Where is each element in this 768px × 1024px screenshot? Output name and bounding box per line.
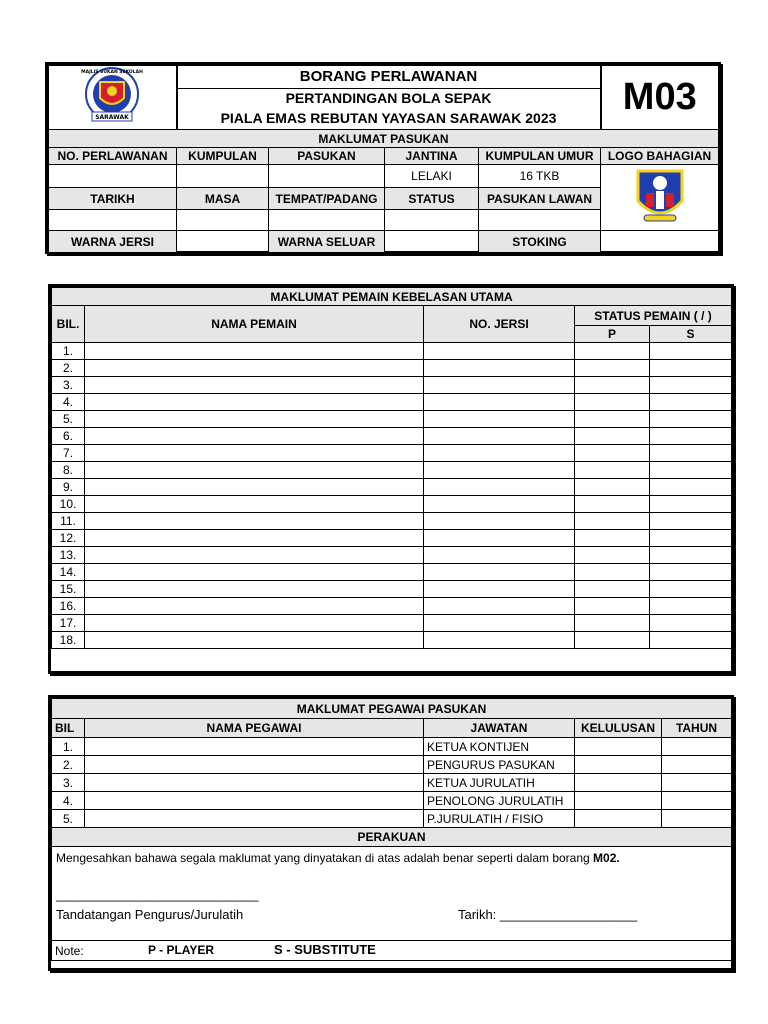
- player-jersey-field[interactable]: [424, 581, 575, 598]
- shorts-colour-field[interactable]: [385, 231, 479, 253]
- player-row: [52, 428, 732, 445]
- player-name-field[interactable]: [85, 479, 424, 496]
- player-name-field[interactable]: [85, 581, 424, 598]
- player-status-s-field[interactable]: [650, 581, 732, 598]
- player-row-number: 11.: [52, 513, 85, 530]
- player-status-s-field[interactable]: [650, 564, 732, 581]
- official-position: P.JURULATIH / FISIO: [424, 810, 575, 828]
- official-position: PENOLONG JURULATIH: [424, 792, 575, 810]
- player-status-s-field[interactable]: [650, 462, 732, 479]
- player-status-p-field[interactable]: [575, 411, 650, 428]
- player-status-p-field[interactable]: [575, 547, 650, 564]
- player-jersey-field[interactable]: [424, 377, 575, 394]
- col-header-qualification: KELULUSAN: [575, 719, 662, 738]
- player-status-s-field[interactable]: [650, 479, 732, 496]
- col-header-s: S: [650, 326, 732, 343]
- player-row: [52, 479, 732, 496]
- player-row-number: 3.: [52, 377, 85, 394]
- note-label: Note:: [55, 943, 84, 958]
- player-row-number: 17.: [52, 615, 85, 632]
- player-row: [52, 564, 732, 581]
- player-jersey-field[interactable]: [424, 394, 575, 411]
- player-status-p-field[interactable]: [575, 394, 650, 411]
- declaration-text: Mengesahkan bahawa segala maklumat yang dinyatakan di atas adalah benar seperti dalam borang M02.: [56, 851, 620, 865]
- col-header-player-status: STATUS PEMAIN ( / ): [575, 306, 732, 326]
- col-header-match-no: NO. PERLAWANAN: [49, 148, 177, 165]
- col-header-gender: JANTINA: [385, 148, 479, 165]
- player-row: [52, 411, 732, 428]
- player-status-p-field[interactable]: [575, 615, 650, 632]
- official-row: [52, 792, 732, 810]
- player-status-s-field[interactable]: [650, 615, 732, 632]
- player-status-p-field[interactable]: [575, 343, 650, 360]
- official-name-field[interactable]: [85, 792, 424, 810]
- player-row-number: 6.: [52, 428, 85, 445]
- player-row: [52, 513, 732, 530]
- col-header-age-group: KUMPULAN UMUR: [479, 148, 601, 165]
- col-header-group: KUMPULAN: [177, 148, 269, 165]
- note-cell: [52, 941, 732, 961]
- signature-label: Tandatangan Pengurus/Jurulatih: [56, 907, 244, 922]
- player-status-p-field[interactable]: [575, 598, 650, 615]
- col-header-status: STATUS: [385, 187, 479, 210]
- col-header-p: P: [575, 326, 650, 343]
- player-name-field[interactable]: [85, 411, 424, 428]
- player-row: [52, 615, 732, 632]
- section-title-players: MAKLUMAT PEMAIN KEBELASAN UTAMA: [52, 288, 732, 306]
- player-row: [52, 462, 732, 479]
- player-row: [52, 394, 732, 411]
- label-socks: STOKING: [479, 231, 601, 253]
- logo-cell: [49, 66, 177, 130]
- player-status-p-field[interactable]: [575, 377, 650, 394]
- player-status-p-field[interactable]: [575, 513, 650, 530]
- gender-value: LELAKI: [385, 165, 479, 188]
- official-year-field[interactable]: [662, 810, 732, 828]
- player-name-field[interactable]: [85, 343, 424, 360]
- player-status-p-field[interactable]: [575, 428, 650, 445]
- player-status-p-field[interactable]: [575, 632, 650, 649]
- player-row-number: 13.: [52, 547, 85, 564]
- players-form: [48, 284, 734, 674]
- col-header-bil: BIL.: [52, 306, 85, 343]
- col-header-opponent: PASUKAN LAWAN: [479, 187, 601, 210]
- player-row: [52, 360, 732, 377]
- signature-line[interactable]: ____________________________: [56, 887, 259, 902]
- player-status-p-field[interactable]: [575, 462, 650, 479]
- player-row: [52, 496, 732, 513]
- official-row-number: 4.: [52, 792, 85, 810]
- player-row: [52, 377, 732, 394]
- official-qualification-field[interactable]: [575, 792, 662, 810]
- official-position: PENGURUS PASUKAN: [424, 756, 575, 774]
- player-jersey-field[interactable]: [424, 479, 575, 496]
- socks-field[interactable]: [601, 231, 719, 253]
- players-table: [51, 287, 732, 649]
- section-title-team: MAKLUMAT PASUKAN: [49, 130, 719, 148]
- player-row: [52, 445, 732, 462]
- form-title: BORANG PERLAWANAN: [177, 66, 601, 89]
- player-name-field[interactable]: [85, 632, 424, 649]
- official-qualification-field[interactable]: [575, 756, 662, 774]
- declaration-cell: [52, 847, 732, 941]
- form-code: M03: [601, 66, 719, 130]
- official-row-number: 5.: [52, 810, 85, 828]
- official-name-field[interactable]: [85, 756, 424, 774]
- player-name-field[interactable]: [85, 615, 424, 632]
- player-status-s-field[interactable]: [650, 632, 732, 649]
- player-row-number: 18.: [52, 632, 85, 649]
- player-name-field[interactable]: [85, 530, 424, 547]
- player-jersey-field[interactable]: [424, 530, 575, 547]
- official-year-field[interactable]: [662, 756, 732, 774]
- player-name-field[interactable]: [85, 462, 424, 479]
- player-jersey-field[interactable]: [424, 343, 575, 360]
- official-year-field[interactable]: [662, 774, 732, 792]
- player-status-p-field[interactable]: [575, 479, 650, 496]
- player-status-s-field[interactable]: [650, 343, 732, 360]
- col-header-division-logo: LOGO BAHAGIAN: [601, 148, 719, 165]
- player-status-s-field[interactable]: [650, 496, 732, 513]
- player-row-number: 1.: [52, 343, 85, 360]
- age-group-value: 16 TKB: [479, 165, 601, 188]
- date-label[interactable]: Tarikh: ___________________: [458, 907, 638, 922]
- status-field[interactable]: [385, 210, 479, 231]
- player-row-number: 7.: [52, 445, 85, 462]
- col-header-player-name: NAMA PEMAIN: [85, 306, 424, 343]
- officials-form: [48, 695, 734, 971]
- player-jersey-field[interactable]: [424, 462, 575, 479]
- player-jersey-field[interactable]: [424, 547, 575, 564]
- official-qualification-field[interactable]: [575, 810, 662, 828]
- official-name-field[interactable]: [85, 774, 424, 792]
- official-row: [52, 810, 732, 828]
- division-logo: [632, 165, 688, 227]
- player-jersey-field[interactable]: [424, 513, 575, 530]
- competition-line-2: PIALA EMAS REBUTAN YAYASAN SARAWAK 2023: [177, 108, 601, 130]
- player-jersey-field[interactable]: [424, 445, 575, 462]
- player-name-field[interactable]: [85, 394, 424, 411]
- official-name-field[interactable]: [85, 738, 424, 756]
- player-row-number: 16.: [52, 598, 85, 615]
- note-substitute: S - SUBSTITUTE: [274, 942, 376, 957]
- player-status-s-field[interactable]: [650, 513, 732, 530]
- official-row: [52, 756, 732, 774]
- player-status-s-field[interactable]: [650, 360, 732, 377]
- player-row: [52, 530, 732, 547]
- official-row-number: 2.: [52, 756, 85, 774]
- player-jersey-field[interactable]: [424, 564, 575, 581]
- col-header-official-bil: BIL: [52, 719, 85, 738]
- player-name-field[interactable]: [85, 445, 424, 462]
- player-row: [52, 581, 732, 598]
- competition-line-1: PERTANDINGAN BOLA SEPAK: [177, 88, 601, 108]
- school-sports-council-logo: [78, 66, 146, 126]
- player-status-p-field[interactable]: [575, 496, 650, 513]
- col-header-team: PASUKAN: [269, 148, 385, 165]
- official-qualification-field[interactable]: [575, 774, 662, 792]
- division-logo-cell: [601, 165, 719, 231]
- player-jersey-field[interactable]: [424, 598, 575, 615]
- player-row-number: 15.: [52, 581, 85, 598]
- player-row-number: 14.: [52, 564, 85, 581]
- official-row-number: 3.: [52, 774, 85, 792]
- player-row: [52, 598, 732, 615]
- col-header-time: MASA: [177, 187, 269, 210]
- group-field[interactable]: [177, 165, 269, 188]
- player-name-field[interactable]: [85, 598, 424, 615]
- label-jersey-colour: WARNA JERSI: [49, 231, 177, 253]
- player-name-field[interactable]: [85, 547, 424, 564]
- player-jersey-field[interactable]: [424, 632, 575, 649]
- player-row-number: 9.: [52, 479, 85, 496]
- player-name-field[interactable]: [85, 513, 424, 530]
- svg-text:SARAWAK: SARAWAK: [95, 114, 130, 121]
- official-row: [52, 774, 732, 792]
- label-shorts-colour: WARNA SELUAR: [269, 231, 385, 253]
- player-row-number: 8.: [52, 462, 85, 479]
- player-row-number: 10.: [52, 496, 85, 513]
- team-field[interactable]: [269, 165, 385, 188]
- officials-table: [51, 698, 732, 961]
- opponent-field[interactable]: [479, 210, 601, 231]
- player-status-s-field[interactable]: [650, 445, 732, 462]
- player-row: [52, 547, 732, 564]
- team-info-form: [45, 62, 721, 254]
- player-status-s-field[interactable]: [650, 428, 732, 445]
- player-jersey-field[interactable]: [424, 496, 575, 513]
- player-status-p-field[interactable]: [575, 581, 650, 598]
- venue-field[interactable]: [269, 210, 385, 231]
- official-qualification-field[interactable]: [575, 738, 662, 756]
- player-jersey-field[interactable]: [424, 428, 575, 445]
- player-row-number: 5.: [52, 411, 85, 428]
- match-no-field[interactable]: [49, 165, 177, 188]
- player-status-s-field[interactable]: [650, 530, 732, 547]
- section-title-officials: MAKLUMAT PEGAWAI PASUKAN: [52, 699, 732, 719]
- player-name-field[interactable]: [85, 496, 424, 513]
- col-header-jersey-no: NO. JERSI: [424, 306, 575, 343]
- col-header-venue: TEMPAT/PADANG: [269, 187, 385, 210]
- official-position: KETUA KONTIJEN: [424, 738, 575, 756]
- player-status-s-field[interactable]: [650, 411, 732, 428]
- player-row-number: 12.: [52, 530, 85, 547]
- player-status-p-field[interactable]: [575, 564, 650, 581]
- player-row-number: 2.: [52, 360, 85, 377]
- player-status-p-field[interactable]: [575, 445, 650, 462]
- player-jersey-field[interactable]: [424, 615, 575, 632]
- player-status-p-field[interactable]: [575, 530, 650, 547]
- player-status-s-field[interactable]: [650, 598, 732, 615]
- col-header-year: TAHUN: [662, 719, 732, 738]
- player-row-number: 4.: [52, 394, 85, 411]
- col-header-date: TARIKH: [49, 187, 177, 210]
- player-jersey-field[interactable]: [424, 360, 575, 377]
- official-year-field[interactable]: [662, 738, 732, 756]
- official-position: KETUA JURULATIH: [424, 774, 575, 792]
- player-jersey-field[interactable]: [424, 411, 575, 428]
- section-title-declaration: PERAKUAN: [52, 828, 732, 847]
- jersey-colour-field[interactable]: [177, 231, 269, 253]
- player-name-field[interactable]: [85, 564, 424, 581]
- player-status-s-field[interactable]: [650, 377, 732, 394]
- official-row-number: 1.: [52, 738, 85, 756]
- player-status-s-field[interactable]: [650, 547, 732, 564]
- time-field[interactable]: [177, 210, 269, 231]
- player-row: [52, 343, 732, 360]
- player-status-p-field[interactable]: [575, 360, 650, 377]
- team-info-table: [48, 65, 719, 253]
- date-field[interactable]: [49, 210, 177, 231]
- official-year-field[interactable]: [662, 792, 732, 810]
- player-name-field[interactable]: [85, 360, 424, 377]
- player-name-field[interactable]: [85, 428, 424, 445]
- official-name-field[interactable]: [85, 810, 424, 828]
- player-name-field[interactable]: [85, 377, 424, 394]
- svg-text:MAJLIS SUKAN SEKOLAH: MAJLIS SUKAN SEKOLAH: [81, 70, 144, 75]
- player-row: [52, 632, 732, 649]
- note-player: P - PLAYER: [148, 943, 215, 957]
- player-status-s-field[interactable]: [650, 394, 732, 411]
- col-header-position: JAWATAN: [424, 719, 575, 738]
- col-header-official-name: NAMA PEGAWAI: [85, 719, 424, 738]
- official-row: [52, 738, 732, 756]
